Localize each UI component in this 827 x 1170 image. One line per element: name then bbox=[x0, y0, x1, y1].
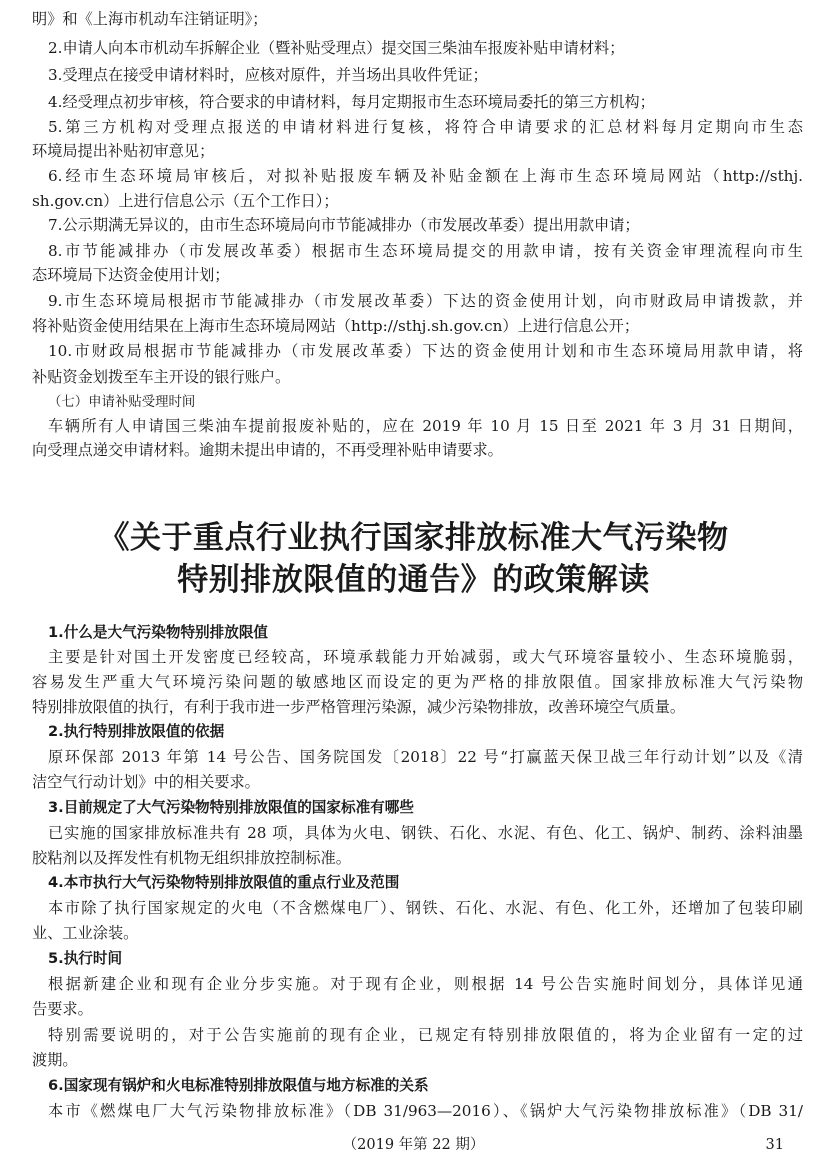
text-line: 本市《燃煤电厂大气污染物排放标准》（DB 31/963—2016）、《锅炉大气污染物排放标准》（DB 31/ bbox=[48, 1102, 803, 1120]
text-line: 胶粘剂以及挥发性有机物无组织排放控制标准。 bbox=[32, 849, 351, 867]
section-heading: 4.本市执行大气污染物特别排放限值的重点行业及范围 bbox=[48, 874, 400, 891]
list-item: 10.市财政局根据市节能减排办（市发展改革委）下达的资金使用计划和市生态环境局用款申请，将 bbox=[48, 342, 803, 360]
text-line: 特别排放限值的执行，有利于我市进一步严格管理污染源，减少污染物排放，改善环境空气质量。 bbox=[32, 698, 686, 716]
text-line: 渡期。 bbox=[32, 1051, 78, 1069]
list-item: 3.受理点在接受申请材料时，应核对原件，并当场出具收件凭证； bbox=[48, 66, 488, 84]
text-line: 根据新建企业和现有企业分步实施。对于现有企业，则根据 14 号公告实施时间划分，具体详见通 bbox=[48, 975, 803, 993]
section-heading: 6.国家现有锅炉和火电标准特别排放限值与地方标准的关系 bbox=[48, 1077, 429, 1094]
list-item: 5.第三方机构对受理点报送的申请材料进行复核，将符合申请要求的汇总材料每月定期向市生态 bbox=[48, 118, 803, 136]
text-line: 特别需要说明的，对于公告实施前的现有企业，已规定有特别排放限值的，将为企业留有一定的过 bbox=[48, 1026, 803, 1044]
text-line: 态环境局下达资金使用计划； bbox=[32, 266, 230, 284]
text-line: 告要求。 bbox=[32, 1000, 93, 1018]
list-item: 6.经市生态环境局审核后，对拟补贴报废车辆及补贴金额在上海市生态环境局网站（http://sthj. bbox=[48, 167, 803, 185]
text-line: 环境局提出补贴初审意见； bbox=[32, 142, 215, 160]
text-line: 本市除了执行国家规定的火电（不含燃煤电厂）、钢铁、石化、水泥、有色、化工外，还增加了包装印刷 bbox=[48, 899, 803, 917]
list-item: 7.公示期满无异议的，由市生态环境局向市节能减排办（市发展改革委）提出用款申请； bbox=[48, 216, 640, 234]
text-line: 车辆所有人申请国三柴油车提前报废补贴的，应在 2019 年 10 月 15 日至 2021 年 3 月 31 日期间， bbox=[48, 417, 803, 435]
text-line: 主要是针对国土开发密度已经较高，环境承载能力开始减弱，或大气环境容量较小、生态环境脆弱， bbox=[48, 648, 803, 666]
text-line: 补贴资金划拨至车主开设的银行账户。 bbox=[32, 368, 291, 386]
text-line: 已实施的国家排放标准共有 28 项，具体为火电、钢铁、石化、水泥、有色、化工、锅炉、制药、涂料油墨 bbox=[48, 824, 803, 842]
text-line: 明》和《上海市机动车注销证明》； bbox=[32, 10, 268, 28]
list-item: 8.市节能减排办（市发展改革委）根据市生态环境局提交的用款申请，按有关资金审理流程向市生 bbox=[48, 242, 803, 260]
list-item: 2.申请人向本市机动车拆解企业（暨补贴受理点）提交国三柴油车报废补贴申请材料； bbox=[48, 39, 625, 57]
text-line: 原环保部 2013 年第 14 号公告、国务院国发〔2018〕22 号“打赢蓝天保卫战三年行动计划”以及《清 bbox=[48, 748, 803, 766]
section-heading: 5.执行时间 bbox=[48, 950, 123, 967]
text-line: 将补贴资金使用结果在上海市生态环境局网站（http://sthj.sh.gov.cn）上进行信息公开； bbox=[32, 317, 640, 335]
list-item: 9.市生态环境局根据市节能减排办（市发展改革委）下达的资金使用计划，向市财政局申请拨款，并 bbox=[48, 292, 803, 310]
article-title-line-2: 特别排放限值的通告》的政策解读 bbox=[177, 562, 650, 598]
page-number: 31 bbox=[765, 1137, 784, 1153]
section-heading: 2.执行特别排放限值的依据 bbox=[48, 723, 225, 740]
section-heading: 3.目前规定了大气污染物特别排放限值的国家标准有哪些 bbox=[48, 799, 414, 816]
text-line: sh.gov.cn）上进行信息公示（五个工作日）； bbox=[32, 192, 339, 210]
list-item: 4.经受理点初步审核，符合要求的申请材料，每月定期报市生态环境局委托的第三方机构； bbox=[48, 93, 655, 111]
issue-label: （2019 年第 22 期） bbox=[342, 1137, 485, 1153]
section-heading: 1.什么是大气污染物特别排放限值 bbox=[48, 624, 269, 641]
text-line: 容易发生严重大气环境污染问题的敏感地区而设定的更为严格的排放限值。国家排放标准大气污染物 bbox=[32, 673, 803, 691]
article-title-line-1: 《关于重点行业执行国家排放标准大气污染物 bbox=[98, 520, 729, 556]
subsection-heading: （七）申请补贴受理时间 bbox=[48, 395, 196, 410]
text-line: 业、工业涂装。 bbox=[32, 924, 139, 942]
text-line: 洁空气行动计划》中的相关要求。 bbox=[32, 773, 260, 791]
text-line: 向受理点递交申请材料。逾期未提出申请的，不再受理补贴申请要求。 bbox=[32, 441, 503, 459]
